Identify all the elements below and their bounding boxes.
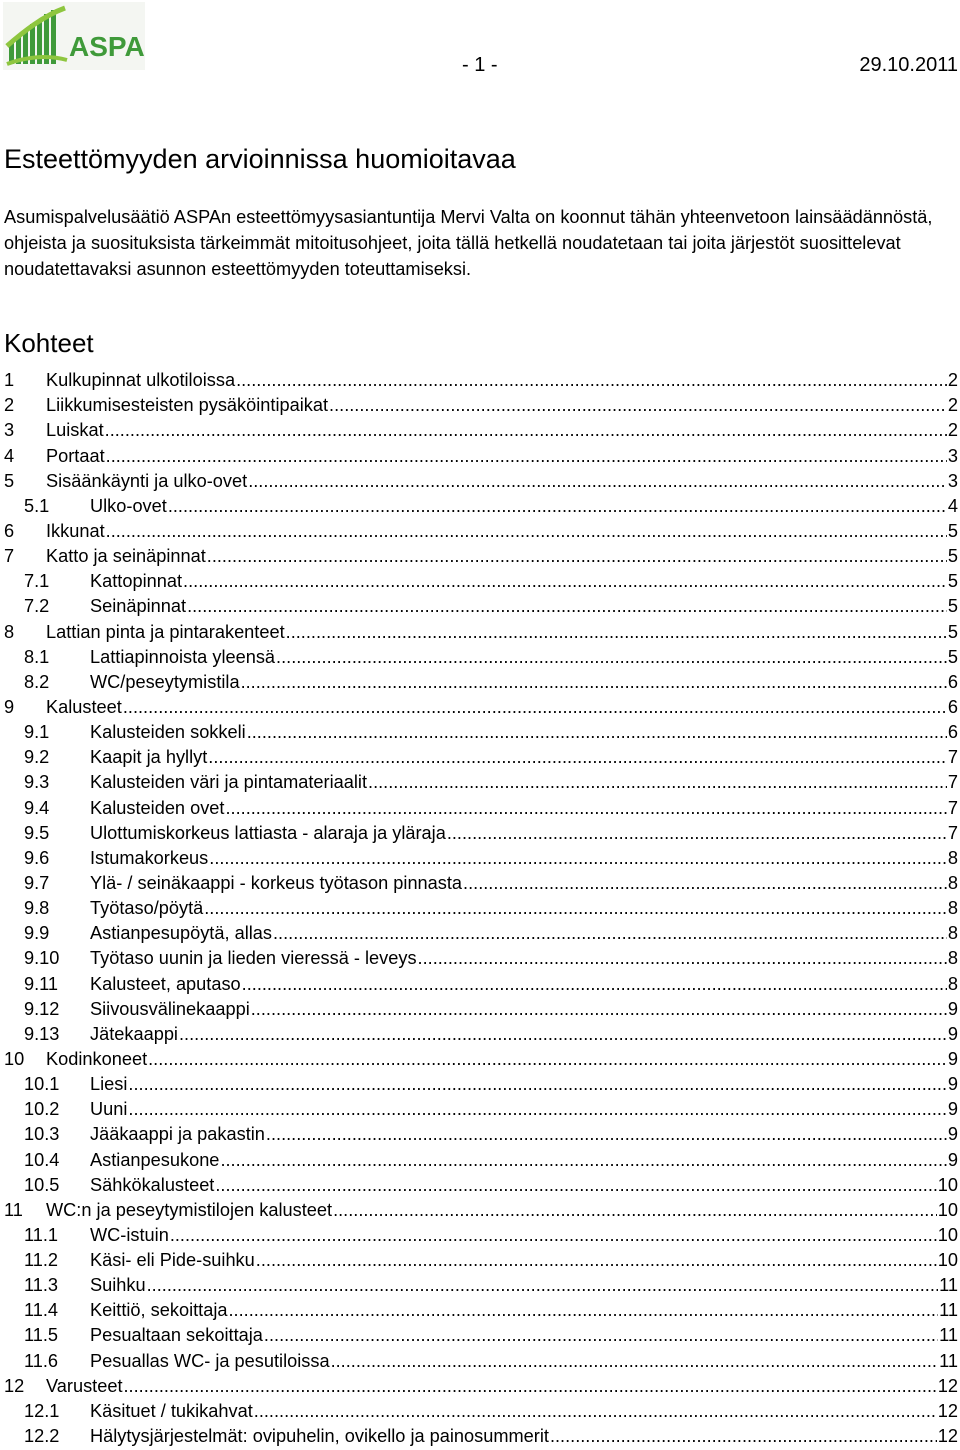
toc-entry-number: 9.2 bbox=[24, 747, 50, 768]
toc-dot-leader bbox=[550, 1425, 937, 1447]
toc-entry-page: 11 bbox=[939, 1300, 958, 1321]
toc-entry-number: 9.7 bbox=[24, 872, 50, 893]
toc-entry-page: 12 bbox=[937, 1426, 958, 1447]
toc-entry-title: Ulottumiskorkeus lattiasta - alaraja ja yläraja bbox=[90, 822, 446, 843]
toc-entry-page: 12 bbox=[937, 1375, 958, 1396]
toc-entry-page: 5 bbox=[947, 646, 958, 667]
toc-entry-number: 10.1 bbox=[24, 1074, 60, 1095]
toc-dot-leader bbox=[251, 998, 947, 1020]
toc-entry-title: Käsi- eli Pide-suihku bbox=[90, 1250, 255, 1271]
toc-entry-page: 10 bbox=[937, 1174, 958, 1195]
toc-entry[interactable] bbox=[0, 693, 960, 718]
toc-entry-page: 11 bbox=[939, 1350, 958, 1371]
toc-entry-number: 9.11 bbox=[24, 973, 59, 994]
toc-entry-title: Ikkunat bbox=[46, 520, 105, 541]
toc-entry-page: 3 bbox=[947, 445, 958, 466]
toc-entry-page: 9 bbox=[947, 998, 958, 1019]
aspa-logo-icon bbox=[3, 2, 145, 70]
toc-entry-page: 9 bbox=[947, 1023, 958, 1044]
toc-entry[interactable] bbox=[0, 1020, 960, 1045]
page-number: - 1 - bbox=[462, 54, 498, 76]
toc-dot-leader bbox=[128, 1098, 946, 1120]
toc-entry-page: 9 bbox=[947, 1048, 958, 1069]
toc-dot-leader bbox=[207, 545, 947, 567]
toc-entry-page: 8 bbox=[947, 923, 958, 944]
toc-entry-number: 7.1 bbox=[24, 571, 50, 592]
toc-entry-number: 8.2 bbox=[24, 671, 50, 692]
toc-entry[interactable] bbox=[0, 1196, 960, 1221]
toc-dot-leader bbox=[106, 445, 947, 467]
toc-entry-title: Keittiö, sekoittaja bbox=[90, 1300, 228, 1321]
toc-dot-leader bbox=[148, 1048, 947, 1070]
toc-entry[interactable] bbox=[0, 768, 960, 793]
toc-entry[interactable] bbox=[0, 1397, 960, 1422]
toc-entry[interactable] bbox=[0, 944, 960, 969]
toc-entry-page: 8 bbox=[947, 898, 958, 919]
toc-entry-page: 5 bbox=[947, 596, 958, 617]
toc-entry-number: 11.3 bbox=[24, 1275, 59, 1296]
toc-entry[interactable] bbox=[0, 592, 960, 617]
toc-entry[interactable] bbox=[0, 643, 960, 668]
toc-entry-title: Suihku bbox=[90, 1275, 146, 1296]
toc-entry-page: 10 bbox=[937, 1250, 958, 1271]
toc-entry-page: 2 bbox=[947, 420, 958, 441]
toc-entry-page: 6 bbox=[947, 722, 958, 743]
toc-entry-page: 2 bbox=[947, 370, 958, 391]
toc-entry[interactable] bbox=[0, 1346, 960, 1371]
toc-entry[interactable] bbox=[0, 1145, 960, 1170]
toc-entry-number: 8 bbox=[4, 621, 15, 642]
toc-entry-number: 11 bbox=[4, 1199, 23, 1220]
toc-entry[interactable] bbox=[0, 869, 960, 894]
toc-entry[interactable] bbox=[0, 416, 960, 441]
toc-entry-title: Kalusteiden sokkeli bbox=[90, 722, 246, 743]
toc-entry[interactable] bbox=[0, 793, 960, 818]
toc-entry-page: 2 bbox=[947, 395, 958, 416]
toc-entry-number: 3 bbox=[4, 420, 15, 441]
toc-entry-number: 11.6 bbox=[24, 1350, 59, 1371]
toc-entry-title: Ylä- / seinäkaappi - korkeus työtason pinnasta bbox=[90, 872, 463, 893]
toc-entry-page: 10 bbox=[937, 1224, 958, 1245]
toc-entry-title: Lattian pinta ja pintarakenteet bbox=[46, 621, 285, 642]
toc-entry-page: 5 bbox=[947, 571, 958, 592]
toc-entry-title: Pesualtaan sekoittaja bbox=[90, 1325, 263, 1346]
toc-dot-leader bbox=[220, 1149, 946, 1171]
toc-entry-title: Kalusteet bbox=[46, 696, 122, 717]
toc-entry[interactable] bbox=[0, 567, 960, 592]
toc-entry[interactable] bbox=[0, 617, 960, 642]
toc-entry[interactable] bbox=[0, 492, 960, 517]
toc-dot-leader bbox=[333, 1199, 937, 1221]
toc-entry-page: 10 bbox=[937, 1199, 958, 1220]
toc-entry-title: Jätekaappi bbox=[90, 1023, 178, 1044]
toc-entry-page: 8 bbox=[947, 872, 958, 893]
toc-dot-leader bbox=[170, 1224, 937, 1246]
toc-entry-title: Kalusteet, aputaso bbox=[90, 973, 241, 994]
toc-dot-leader bbox=[147, 1274, 938, 1296]
toc-entry-number: 8.1 bbox=[24, 646, 50, 667]
toc-entry[interactable] bbox=[0, 819, 960, 844]
toc-entry-title: Astianpesupöytä, allas bbox=[90, 923, 272, 944]
toc-dot-leader bbox=[463, 872, 947, 894]
toc-entry-number: 11.5 bbox=[24, 1325, 59, 1346]
toc-dot-leader bbox=[204, 897, 947, 919]
toc-heading: Kohteet bbox=[4, 328, 94, 358]
toc-entry[interactable] bbox=[0, 542, 960, 567]
toc-dot-leader bbox=[183, 570, 947, 592]
toc-entry-number: 11.2 bbox=[24, 1250, 59, 1271]
toc-entry-number: 2 bbox=[4, 395, 15, 416]
toc-entry-title: WC:n ja peseytymistilojen kalusteet bbox=[46, 1199, 333, 1220]
toc-entry-page: 5 bbox=[947, 520, 958, 541]
table-of-contents bbox=[0, 366, 960, 1447]
toc-entry[interactable] bbox=[0, 366, 960, 391]
toc-entry-number: 10.4 bbox=[24, 1149, 60, 1170]
toc-dot-leader bbox=[241, 671, 947, 693]
toc-dot-leader bbox=[266, 1123, 947, 1145]
toc-entry-page: 9 bbox=[947, 1149, 958, 1170]
toc-entry-page: 8 bbox=[947, 948, 958, 969]
toc-entry[interactable] bbox=[0, 743, 960, 768]
toc-entry-title: Pesuallas WC- ja pesutiloissa bbox=[90, 1350, 330, 1371]
toc-dot-leader bbox=[209, 847, 947, 869]
toc-entry[interactable] bbox=[0, 1321, 960, 1346]
toc-entry-page: 7 bbox=[947, 822, 958, 843]
toc-dot-leader bbox=[273, 922, 947, 944]
toc-entry[interactable] bbox=[0, 1171, 960, 1196]
toc-entry-title: Käsituet / tukikahvat bbox=[90, 1400, 253, 1421]
toc-dot-leader bbox=[242, 973, 947, 995]
toc-dot-leader bbox=[123, 696, 947, 718]
toc-entry-number: 1 bbox=[4, 370, 15, 391]
toc-entry-number: 9.13 bbox=[24, 1023, 60, 1044]
toc-entry-page: 8 bbox=[947, 973, 958, 994]
toc-dot-leader bbox=[128, 1073, 946, 1095]
toc-dot-leader bbox=[329, 394, 947, 416]
toc-dot-leader bbox=[254, 1400, 937, 1422]
toc-dot-leader bbox=[247, 721, 947, 743]
toc-entry-number: 4 bbox=[4, 445, 15, 466]
toc-entry[interactable] bbox=[0, 441, 960, 466]
toc-entry-number: 7 bbox=[4, 546, 15, 567]
toc-entry-number: 9.12 bbox=[24, 998, 60, 1019]
toc-entry-number: 12.1 bbox=[24, 1400, 60, 1421]
toc-dot-leader bbox=[331, 1350, 939, 1372]
toc-entry[interactable] bbox=[0, 1296, 960, 1321]
toc-entry[interactable] bbox=[0, 969, 960, 994]
toc-entry-page: 7 bbox=[947, 747, 958, 768]
toc-entry-title: WC/peseytymistila bbox=[90, 671, 240, 692]
toc-entry[interactable] bbox=[0, 1120, 960, 1145]
toc-dot-leader bbox=[248, 470, 947, 492]
toc-entry-title: WC-istuin bbox=[90, 1224, 169, 1245]
toc-dot-leader bbox=[168, 495, 947, 517]
toc-entry-title: Lattiapinnoista yleensä bbox=[90, 646, 276, 667]
toc-dot-leader bbox=[368, 771, 947, 793]
toc-entry-title: Työtaso uunin ja lieden vieressä - leveys bbox=[90, 948, 417, 969]
toc-dot-leader bbox=[124, 1375, 937, 1397]
intro-paragraph: Asumispalvelusäätiö ASPAn esteettömyysasiantuntija Mervi Valta on koonnut tähän yhteenvetoon lainsäädännöstä, ohjeista ja suosituksista tärkeimmät mitoitusohjeet, joita tällä hetkellä noudatetaan tai joita järjestöt suosittelevat noudatettavaksi asunnon esteettömyyden toteuttamiseksi. bbox=[4, 207, 933, 279]
toc-entry-number: 9 bbox=[4, 696, 15, 717]
toc-entry-number: 9.9 bbox=[24, 923, 50, 944]
toc-dot-leader bbox=[264, 1324, 938, 1346]
toc-entry-page: 5 bbox=[947, 546, 958, 567]
toc-entry-number: 11.1 bbox=[24, 1224, 59, 1245]
toc-entry-page: 7 bbox=[947, 772, 958, 793]
toc-entry-page: 9 bbox=[947, 1074, 958, 1095]
toc-entry-number: 6 bbox=[4, 520, 15, 541]
toc-entry-page: 12 bbox=[937, 1400, 958, 1421]
toc-dot-leader bbox=[256, 1249, 937, 1271]
toc-entry-number: 12.2 bbox=[24, 1426, 60, 1447]
toc-entry-number: 9.3 bbox=[24, 772, 50, 793]
toc-entry[interactable] bbox=[0, 1095, 960, 1120]
toc-entry-page: 7 bbox=[947, 797, 958, 818]
toc-entry[interactable] bbox=[0, 844, 960, 869]
toc-entry-title: Uuni bbox=[90, 1099, 128, 1120]
toc-entry-number: 11.4 bbox=[24, 1300, 59, 1321]
toc-dot-leader bbox=[105, 419, 947, 441]
toc-dot-leader bbox=[215, 1174, 936, 1196]
toc-entry[interactable] bbox=[0, 1246, 960, 1271]
toc-entry-title: Työtaso/pöytä bbox=[90, 898, 204, 919]
toc-dot-leader bbox=[229, 1299, 939, 1321]
toc-entry-title: Istumakorkeus bbox=[90, 847, 209, 868]
toc-entry-number: 9.8 bbox=[24, 898, 50, 919]
toc-entry[interactable] bbox=[0, 1422, 960, 1447]
toc-entry[interactable] bbox=[0, 1070, 960, 1095]
toc-entry-number: 10.5 bbox=[24, 1174, 60, 1195]
toc-entry-title: Kaapit ja hyllyt bbox=[90, 747, 208, 768]
toc-entry-title: Siivousvälinekaappi bbox=[90, 998, 250, 1019]
toc-entry-number: 9.5 bbox=[24, 822, 50, 843]
logo-text: ASPA bbox=[69, 31, 145, 62]
toc-dot-leader bbox=[447, 822, 947, 844]
toc-entry-number: 5.1 bbox=[24, 495, 50, 516]
toc-entry-title: Liesi bbox=[90, 1074, 128, 1095]
toc-entry[interactable] bbox=[0, 894, 960, 919]
document-date: 29.10.2011 bbox=[859, 54, 958, 76]
toc-entry-number: 10.3 bbox=[24, 1124, 60, 1145]
toc-entry-page: 11 bbox=[939, 1275, 958, 1296]
toc-entry[interactable] bbox=[0, 391, 960, 416]
toc-entry-page: 4 bbox=[947, 495, 958, 516]
toc-entry-number: 9.1 bbox=[24, 722, 50, 743]
toc-entry[interactable] bbox=[0, 517, 960, 542]
toc-entry-page: 6 bbox=[947, 696, 958, 717]
toc-entry-title: Kattopinnat bbox=[90, 571, 183, 592]
toc-entry-title: Hälytysjärjestelmät: ovipuhelin, ovikello ja painosummerit bbox=[90, 1426, 549, 1447]
toc-dot-leader bbox=[225, 797, 946, 819]
toc-entry-number: 12 bbox=[4, 1375, 25, 1396]
toc-dot-leader bbox=[106, 520, 947, 542]
toc-entry-page: 8 bbox=[947, 847, 958, 868]
toc-entry[interactable] bbox=[0, 1221, 960, 1246]
toc-entry-title: Sähkökalusteet bbox=[90, 1174, 215, 1195]
toc-entry[interactable] bbox=[0, 1271, 960, 1296]
toc-entry-title: Ulko-ovet bbox=[90, 495, 167, 516]
toc-dot-leader bbox=[236, 369, 947, 391]
document-title: Esteettömyyden arvioinnissa huomioitavaa bbox=[4, 144, 516, 174]
toc-entry-title: Jääkaappi ja pakastin bbox=[90, 1124, 265, 1145]
toc-dot-leader bbox=[418, 947, 947, 969]
toc-entry[interactable] bbox=[0, 718, 960, 743]
toc-entry[interactable] bbox=[0, 1372, 960, 1397]
toc-entry-title: Varusteet bbox=[46, 1375, 123, 1396]
toc-entry-page: 5 bbox=[947, 621, 958, 642]
toc-entry-title: Sisäänkäynti ja ulko-ovet bbox=[46, 470, 248, 491]
toc-entry[interactable] bbox=[0, 1045, 960, 1070]
toc-entry-title: Kalusteiden väri ja pintamateriaalit bbox=[90, 772, 368, 793]
toc-dot-leader bbox=[179, 1023, 947, 1045]
toc-entry-title: Katto ja seinäpinnat bbox=[46, 546, 206, 567]
toc-entry-title: Kodinkoneet bbox=[46, 1048, 148, 1069]
toc-entry-number: 9.4 bbox=[24, 797, 50, 818]
toc-entry-number: 7.2 bbox=[24, 596, 50, 617]
toc-dot-leader bbox=[187, 595, 947, 617]
toc-entry-title: Luiskat bbox=[46, 420, 104, 441]
toc-entry-title: Kalusteiden ovet bbox=[90, 797, 225, 818]
toc-entry-title: Portaat bbox=[46, 445, 105, 466]
toc-dot-leader bbox=[286, 621, 947, 643]
toc-entry-number: 9.6 bbox=[24, 847, 50, 868]
toc-entry-title: Astianpesukone bbox=[90, 1149, 220, 1170]
toc-entry[interactable] bbox=[0, 919, 960, 944]
toc-entry-page: 9 bbox=[947, 1099, 958, 1120]
toc-entry-page: 3 bbox=[947, 470, 958, 491]
toc-entry-page: 6 bbox=[947, 671, 958, 692]
toc-entry-title: Liikkumisesteisten pysäköintipaikat bbox=[46, 395, 329, 416]
toc-entry-title: Seinäpinnat bbox=[90, 596, 187, 617]
toc-entry-number: 5 bbox=[4, 470, 15, 491]
toc-dot-leader bbox=[276, 646, 947, 668]
toc-entry[interactable] bbox=[0, 668, 960, 693]
aspa-logo bbox=[3, 2, 145, 70]
toc-entry[interactable] bbox=[0, 467, 960, 492]
toc-entry-title: Kulkupinnat ulkotiloissa bbox=[46, 370, 236, 391]
toc-entry-number: 9.10 bbox=[24, 948, 60, 969]
toc-entry[interactable] bbox=[0, 995, 960, 1020]
toc-entry-page: 9 bbox=[947, 1124, 958, 1145]
toc-entry-number: 10.2 bbox=[24, 1099, 60, 1120]
toc-entry-number: 10 bbox=[4, 1048, 25, 1069]
toc-entry-page: 11 bbox=[939, 1325, 958, 1346]
toc-dot-leader bbox=[208, 746, 947, 768]
